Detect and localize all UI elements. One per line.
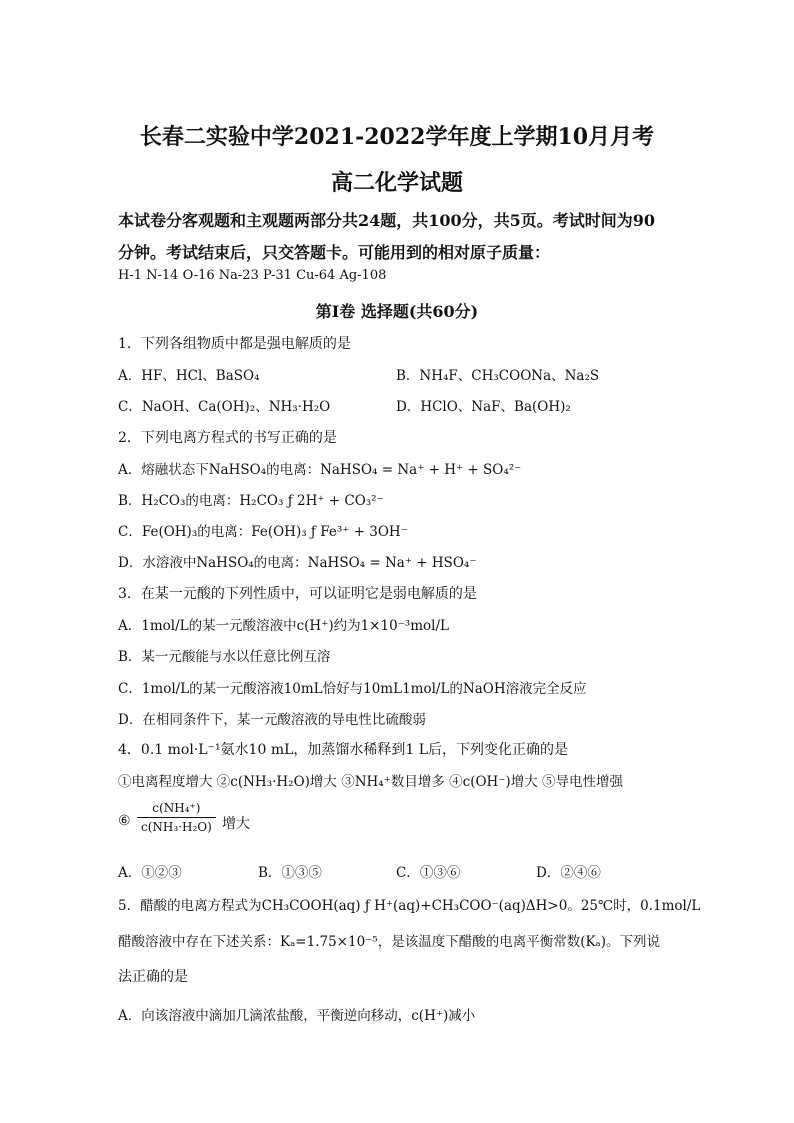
fraction-numerator: c(NH₄⁺) [152,801,201,815]
q4-item6-marker: ⑥ [118,813,131,829]
section-title: 第Ⅰ卷 选择题(共60分) [315,302,479,321]
q3-option-d: D．在相同条件下，某一元酸溶液的导电性比硫酸弱 [118,712,426,728]
q3-option-b: B．某一元酸能与水以任意比例互溶 [118,649,331,665]
fraction-denominator: c(NH₃·H₂O) [141,820,212,834]
q1-option-a: A．HF、HCl、BaSO₄ [118,368,260,384]
q4-ratio-fraction [137,801,216,834]
q3-stem: 3．在某一元酸的下列性质中，可以证明它是弱电解质的是 [118,586,477,602]
q1-option-b: B．NH₄F、CH₃COONa、Na₂S [396,368,600,384]
q1-option-d: D．HClO、NaF、Ba(OH)₂ [396,399,571,415]
q4-option-a: A．①②③ [118,865,182,881]
q5-line-2: 醋酸溶液中存在下述关系：Kₐ=1.75×10⁻⁵，是该温度下醋酸的电离平衡常数(Kₐ)。下列说 [118,934,661,950]
q5-option-a: A．向该溶液中滴加几滴浓盐酸，平衡逆向移动，c(H⁺)减小 [118,1008,476,1024]
q4-option-d: D．②④⑥ [536,865,601,881]
q3-option-c: C．1mol/L的某一元酸溶液10mL恰好与10mL1mol/L的NaOH溶液完全反应 [118,681,587,697]
q1-option-c: C．NaOH、Ca(OH)₂、NH₃·H₂O [118,399,331,415]
q2-option-b: B．H₂CO₃的电离：H₂CO₃ ƒ 2H⁺ + CO₃²⁻ [118,493,384,509]
q2-option-d: D．水溶液中NaHSO₄的电离：NaHSO₄ = Na⁺ + HSO₄⁻ [118,555,477,571]
q4-option-c: C．①③⑥ [396,865,461,881]
exam-title: 长春二实验中学2021-2022学年度上学期10月月考 [139,124,655,150]
q4-item6-suffix: 增大 [222,816,250,832]
q5-line-1: 5．醋酸的电离方程式为CH₃COOH(aq) ƒ H⁺(aq)+CH₃COO⁻(aq)ΔH>0。25℃时，0.1mol/L [118,898,701,914]
q2-stem: 2．下列电离方程式的书写正确的是 [118,430,337,446]
q4-items: ①电离程度增大 ②c(NH₃·H₂O)增大 ③NH₄⁺数目增多 ④c(OH⁻)增大 ⑤导电性增强 [118,774,623,790]
exam-subtitle: 高二化学试题 [330,170,463,196]
q4-option-b: B．①③⑤ [258,865,322,881]
q3-option-a: A．1mol/L的某一元酸溶液中c(H⁺)约为1×10⁻³mol/L [118,618,449,634]
atomic-masses: H-1 N-14 O-16 Na-23 P-31 Cu-64 Ag-108 [118,268,387,283]
q5-line-3: 法正确的是 [118,969,188,985]
q4-stem: 4．0.1 mol·L⁻¹氨水10 mL，加蒸馏水稀释到1 L后，下列变化正确的是 [118,742,569,758]
q2-option-a: A．熔融状态下NaHSO₄的电离：NaHSO₄ = Na⁺ + H⁺ + SO₄²⁻ [118,462,522,478]
q1-stem: 1．下列各组物质中都是强电解质的是 [118,336,351,352]
q2-option-c: C．Fe(OH)₃的电离：Fe(OH)₃ ƒ Fe³⁺ + 3OH⁻ [118,524,408,540]
intro-line-2: 分钟。考试结束后，只交答题卡。可能用到的相对原子质量： [118,243,551,262]
intro-line-1: 本试卷分客观题和主观题两部分共24题，共100分，共5页。考试时间为90 [118,211,656,230]
